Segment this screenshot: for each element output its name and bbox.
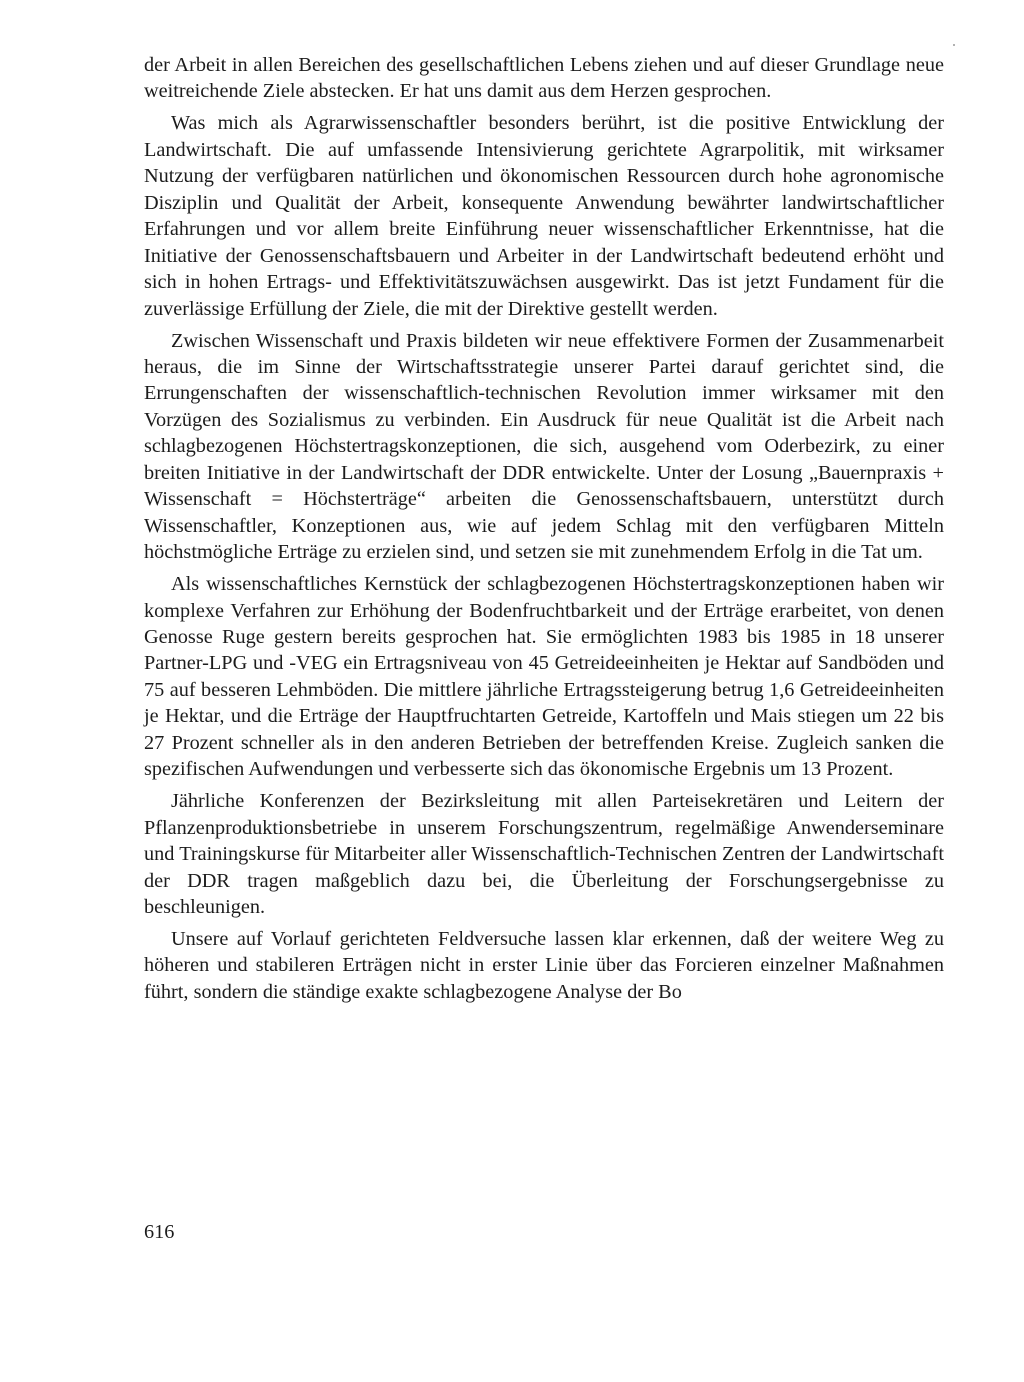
scan-speck	[953, 44, 955, 46]
paragraph-yield-results: Als wissenschaftliches Kernstück der schlagbezogenen Höchstertragskonzeptionen haben wir komplexe Verfahren zur Erhöhung der Bodenfruchtbarkeit und der Erträge erarbeitet, von denen Genosse Ruge gestern bereits gesprochen hat. Sie ermöglichten 1983 bis 1985 in 18 unserer Partner-LPG und -VEG ein Ertragsniveau von 45 Getreideeinheiten je Hektar auf Sandböden und 75 auf besseren Lehmböden. Die mittlere jährliche Ertragssteigerung betrug 1,6 Getreideeinheiten je Hektar, und die Erträge der Hauptfruchtarten Getreide, Kartoffeln und Mais stiegen um 22 bis 27 Prozent schneller als in den anderen Betrieben der betreffenden Kreise. Zugleich sanken die spezifischen Aufwendungen und verbesserte sich das ökonomische Ergebnis um 13 Prozent.	[144, 573, 944, 781]
paragraph-agriculture-development: Was mich als Agrarwissenschaftler besonders berührt, ist die positive Entwicklung der Landwirtschaft. Die auf umfassende Intensivierung gerichtete Agrarpolitik, mit wirksamer Nutzung der verfügbaren natürlichen und ökonomischen Ressourcen durch hohe agronomische Disziplin und Qualität der Arbeit, konsequente Anwendung bewährter landwirtschaftlicher Erfahrungen und vor allem breite Einführung neuer wissenschaftlicher Erkenntnisse, hat die Initiative der Genossenschaftsbauern und Arbeiter in der Landwirtschaft bedeutend erhöht und sich in hohen Ertrags- und Effektivitätszuwächsen ausgewirkt. Das ist jetzt Fundament für die zuverlässige Erfüllung der Ziele, die mit der Direktive gestellt werden.	[144, 112, 944, 320]
paragraph-field-trials: Unsere auf Vorlauf gerichteten Feldversuche lassen klar erkennen, daß der weitere Weg zu höheren und stabileren Erträgen nicht in erster Linie über das Forcieren einzelner Maßnahmen führt, sondern die ständige exakte schlagbezogene Analyse der Bo	[144, 928, 944, 1003]
paragraph-continuation: der Arbeit in allen Bereichen des gesellschaftlichen Lebens ziehen und auf dieser Grundlage neue weitreichende Ziele abstecken. Er hat uns damit aus dem Herzen gesprochen.	[144, 54, 944, 103]
page-number: 616	[144, 1221, 175, 1243]
paragraph-conferences: Jährliche Konferenzen der Bezirksleitung mit allen Parteisekretären und Leitern der Pflanzenproduktionsbetriebe in unserem Forschungszentrum, regelmäßige Anwenderseminare und Trainingskurse für Mitarbeiter aller Wissenschaftlich-Technischen Zentren der Landwirtschaft der DDR tragen maßgeblich dazu bei, die Überleitung der Forschungsergebnisse zu beschleunigen.	[144, 790, 944, 919]
body-text	[144, 52, 944, 1011]
paragraph-science-practice: Zwischen Wissenschaft und Praxis bildeten wir neue effektivere Formen der Zusammenarbeit heraus, die im Sinne der Wirtschaftsstrategie unserer Partei darauf gerichtet sind, die Errungenschaften der wissenschaftlich-technischen Revolution immer wirksamer mit den Vorzügen des Sozialismus zu verbinden. Ein Ausdruck für neue Qualität ist die Arbeit nach schlagbezogenen Höchstertragskonzeptionen, die sich, ausgehend vom Oderbezirk, zu einer breiten Initiative in der Landwirtschaft der DDR entwickelte. Unter der Losung „Bauernpraxis + Wissenschaft = Höchsterträge“ arbeiten die Genossenschaftsbauern, unterstützt durch Wissenschaftler, Konzeptionen aus, wie auf jedem Schlag mit den verfügbaren Mitteln höchstmögliche Erträge zu erzielen sind, und setzen sie mit zunehmendem Erfolg in die Tat um.	[144, 329, 944, 564]
